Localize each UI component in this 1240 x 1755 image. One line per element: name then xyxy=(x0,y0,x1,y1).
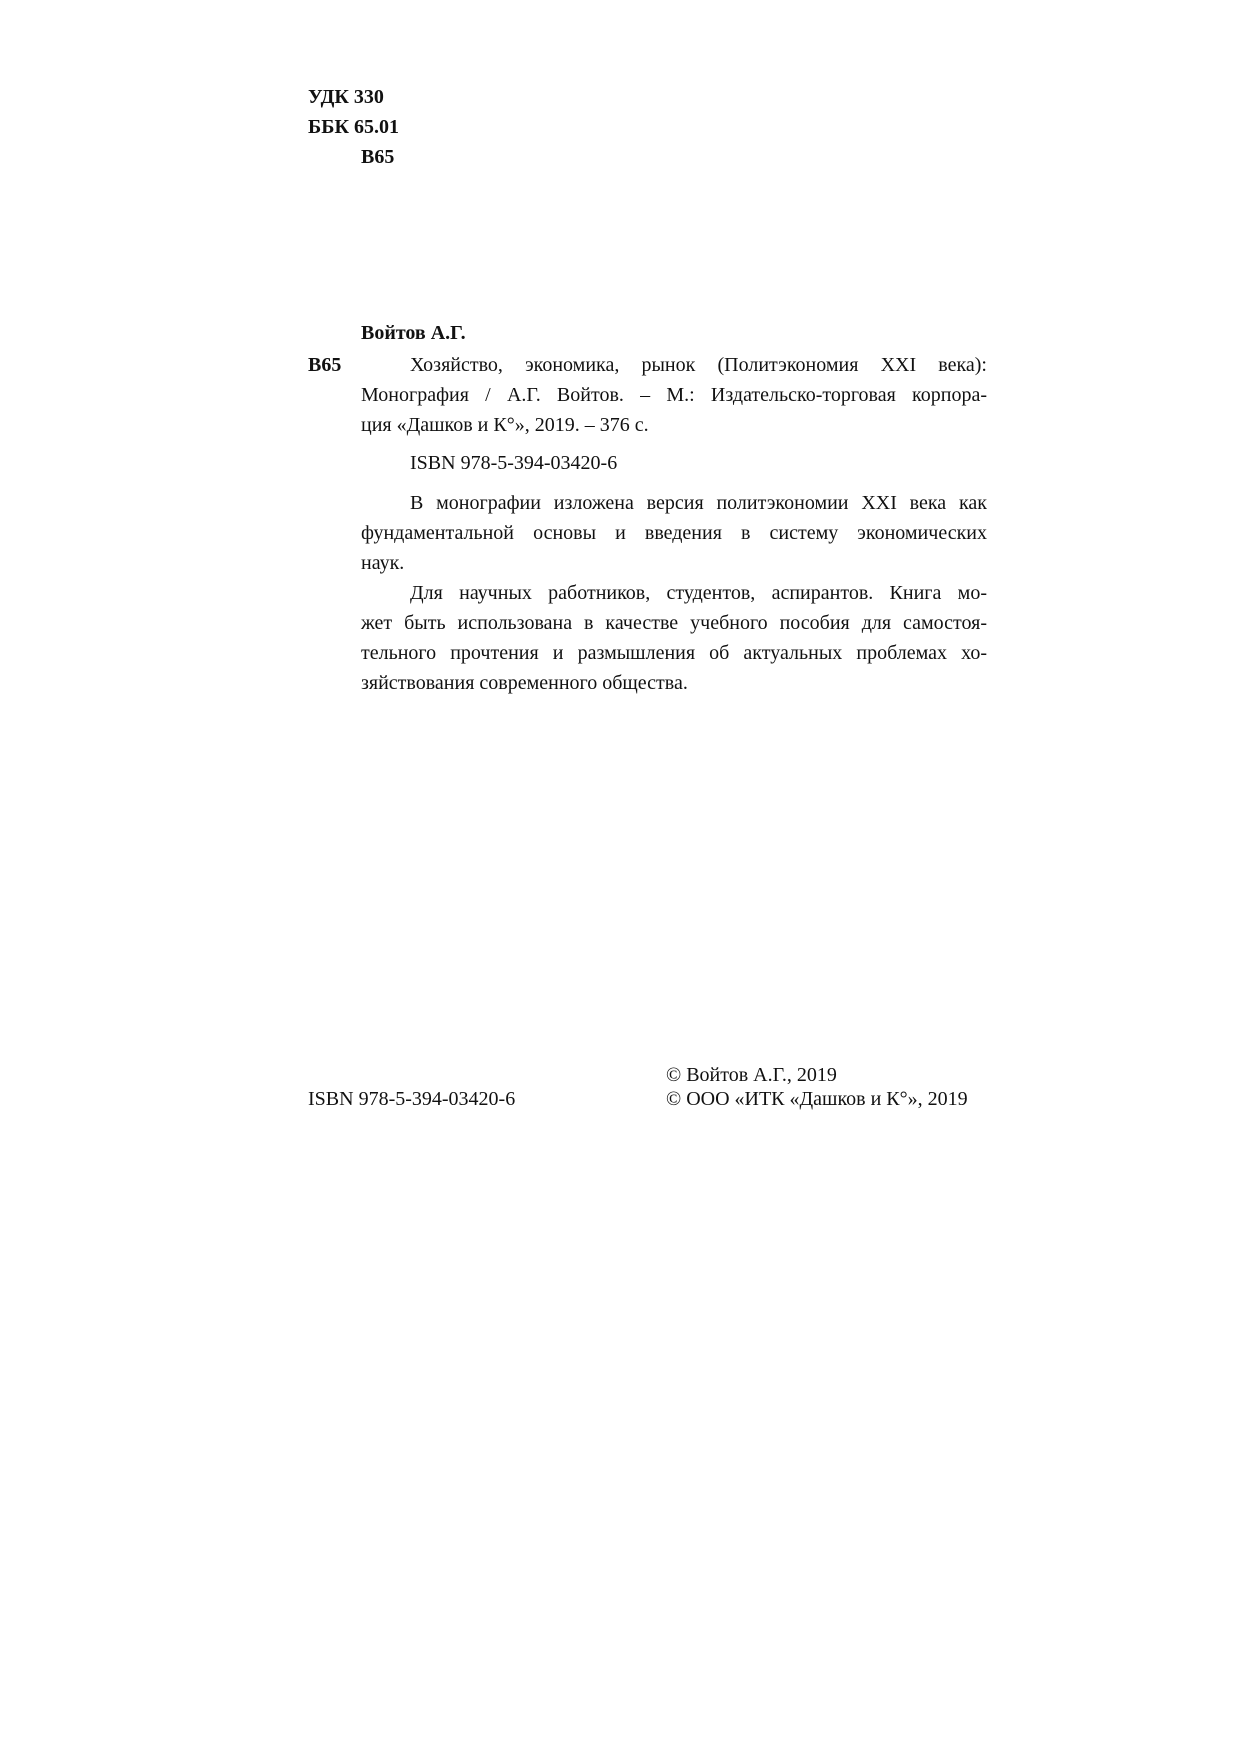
annotation-line: жет быть использована в качестве учебного пособия для самостоя- xyxy=(361,612,987,634)
annotation-line: зяйствования современного общества. xyxy=(361,672,688,694)
bibliographic-description xyxy=(361,350,987,440)
description-line: Хозяйство, экономика, рынок (Политэкономия XXI века): xyxy=(410,354,987,376)
description-line: Монография / А.Г. Войтов. – М.: Издательско-торговая корпора- xyxy=(361,384,987,406)
copyright-publisher: © ООО «ИТК «Дашков и К°», 2019 xyxy=(666,1088,968,1110)
bbk-code: ББК 65.01 xyxy=(308,116,399,138)
isbn-entry: ISBN 978-5-394-03420-6 xyxy=(410,452,618,474)
isbn-footer: ISBN 978-5-394-03420-6 xyxy=(308,1088,516,1110)
udk-code: УДК 330 xyxy=(308,86,384,108)
copyright-author: © Войтов А.Г., 2019 xyxy=(666,1064,837,1086)
annotation-line: фундаментальной основы и введения в систему экономических xyxy=(361,522,987,544)
description-line: ция «Дашков и К°», 2019. – 376 с. xyxy=(361,414,649,436)
annotation-line: В монографии изложена версия политэкономии XXI века как xyxy=(410,492,987,514)
author-heading: Войтов А.Г. xyxy=(361,322,466,344)
annotation-line: наук. xyxy=(361,552,405,574)
annotation-line: Для научных работников, студентов, аспирантов. Книга мо- xyxy=(410,582,987,604)
annotation-paragraph-2 xyxy=(361,578,987,698)
annotation-paragraph-1 xyxy=(361,488,987,578)
author-mark-top: В65 xyxy=(361,146,395,168)
annotation-line: тельного прочтения и размышления об актуальных проблемах хо- xyxy=(361,642,987,664)
author-mark-entry: В65 xyxy=(308,354,342,376)
